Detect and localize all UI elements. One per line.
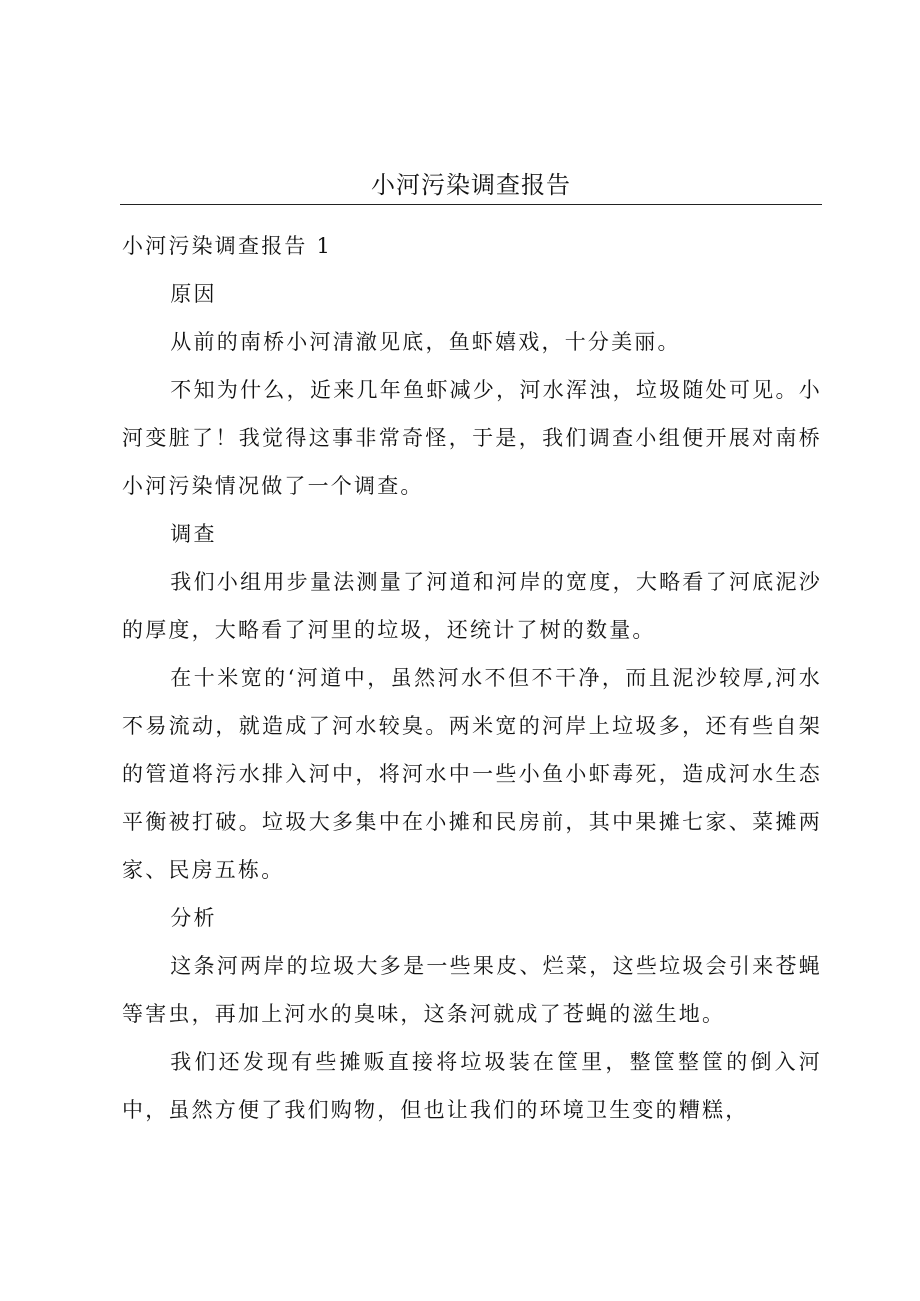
section-subtitle: 小河污染调查报告 1 [122,234,333,258]
title-divider [120,204,822,205]
heading-survey: 调查 [170,522,217,546]
document-body [122,222,822,1134]
paragraph: 我们还发现有些摊贩直接将垃圾装在筐里，整筐整筐的倒入河中，虽然方便了我们购物，但也让我们的环境卫生变的糟糕， [122,1050,822,1122]
document-title: 小河污染调查报告 [371,171,571,199]
paragraph: 不知为什么，近来几年鱼虾减少，河水浑浊，垃圾随处可见。小河变脏了！我觉得这事非常奇怪，于是，我们调查小组便开展对南桥小河污染情况做了一个调查。 [122,378,822,498]
paragraph: 我们小组用步量法测量了河道和河岸的宽度，大略看了河底泥沙的厚度，大略看了河里的垃圾，还统计了树的数量。 [122,570,822,642]
heading-reason: 原因 [170,282,217,306]
paragraph: 从前的南桥小河清澈见底，鱼虾嬉戏，十分美丽。 [170,330,681,354]
heading-analysis: 分析 [170,906,217,930]
paragraph: 在十米宽的‘河道中，虽然河水不但不干净，而且泥沙较厚,河水不易流动，就造成了河水较臭。两米宽的河岸上垃圾多，还有些自架的管道将污水排入河中，将河水中一些小鱼小虾毒死，造成河水生态平衡被打破。垃圾大多集中在小摊和民房前，其中果摊七家、菜摊两家、民房五栋。 [122,666,822,882]
paragraph: 这条河两岸的垃圾大多是一些果皮、烂菜，这些垃圾会引来苍蝇等害虫，再加上河水的臭味，这条河就成了苍蝇的滋生地。 [122,954,822,1026]
